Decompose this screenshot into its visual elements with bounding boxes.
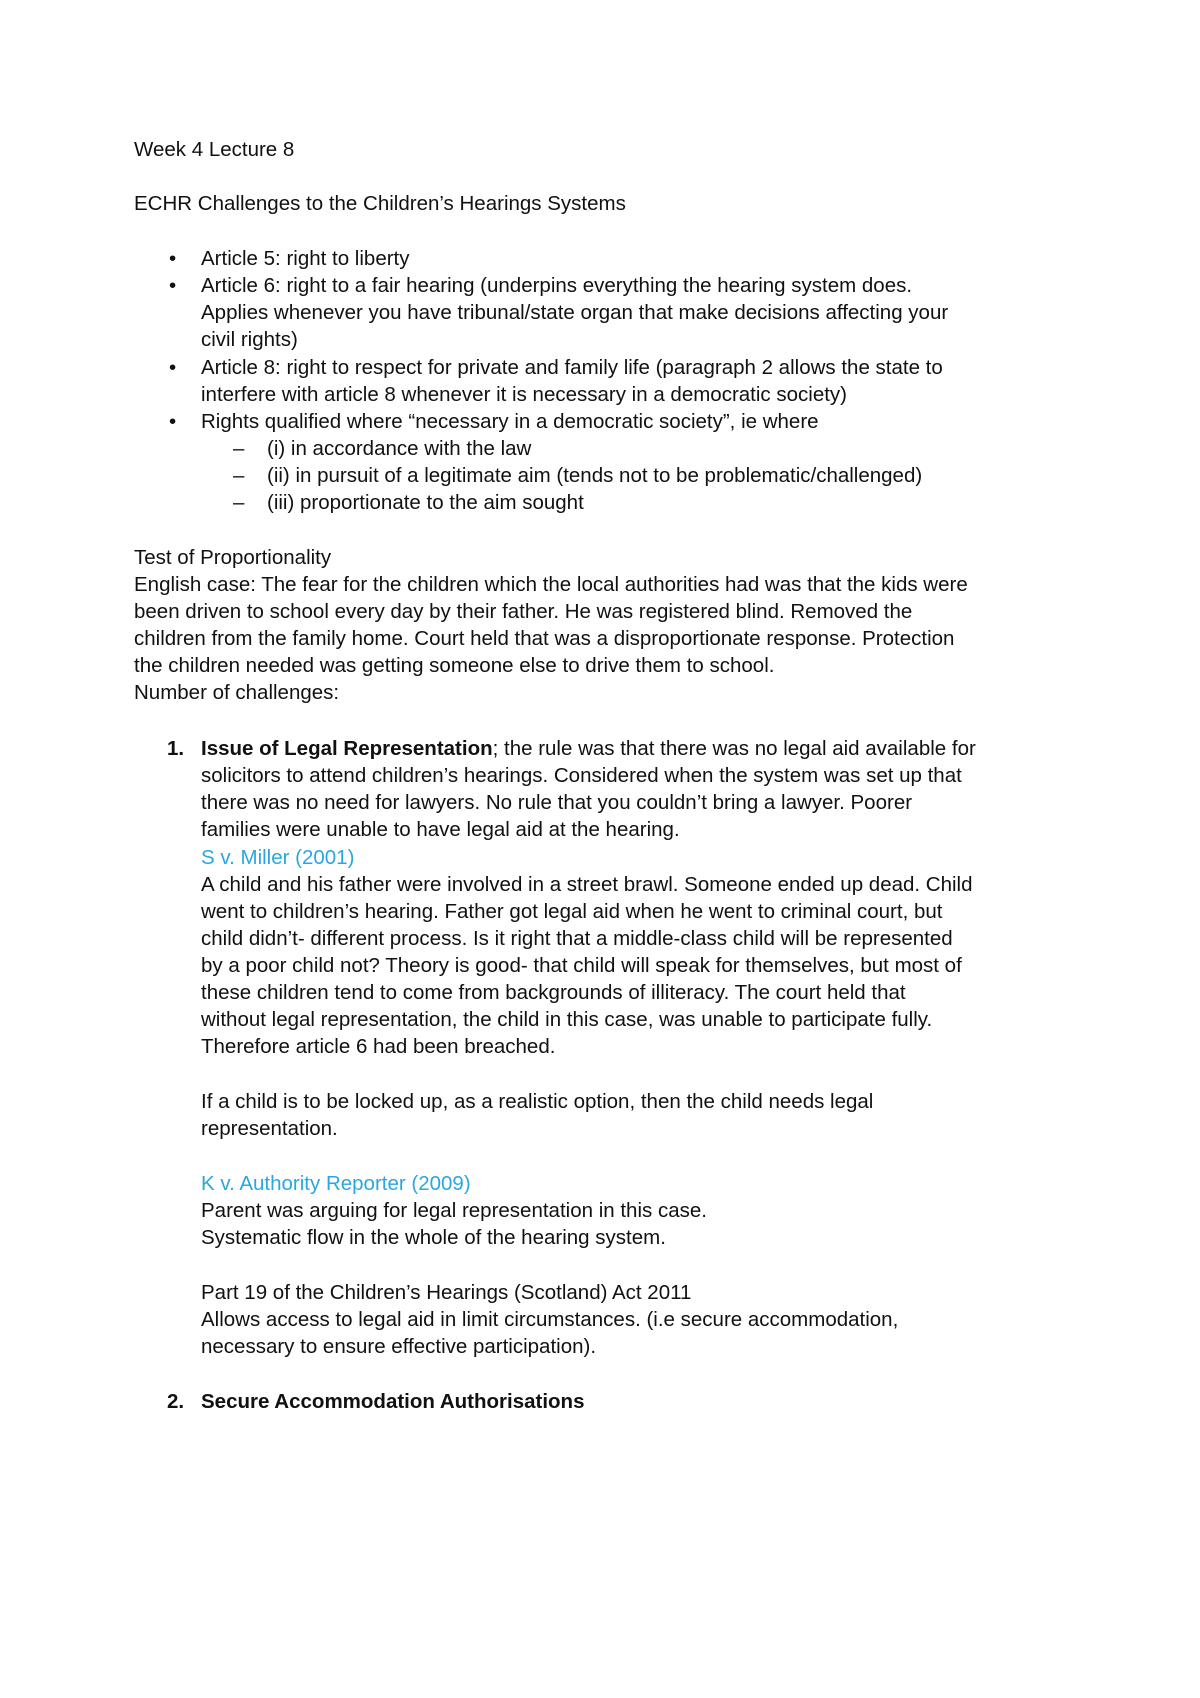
paragraph-line: without legal representation, the child in this case, was unable to participate fully. — [201, 1008, 933, 1031]
paragraph-line: If a child is to be locked up, as a realistic option, then the child needs legal — [201, 1090, 874, 1113]
paragraph-line: these children tend to come from backgrounds of illiteracy. The court held that — [201, 981, 906, 1004]
paragraph-line: families were unable to have legal aid at the hearing. — [201, 818, 680, 841]
paragraph-line: solicitors to attend children’s hearings. Considered when the system was set up that — [201, 764, 962, 787]
paragraph-line: by a poor child not? Theory is good- that child will speak for themselves, but most of — [201, 954, 962, 977]
bullet-marker: • — [169, 247, 177, 270]
subbullet-line: (i) in accordance with the law — [267, 437, 532, 460]
item-title: Issue of Legal Representation — [201, 737, 493, 760]
doc-heading: ECHR Challenges to the Children’s Hearings Systems — [134, 192, 626, 215]
paragraph-line: Part 19 of the Children’s Hearings (Scotland) Act 2011 — [201, 1281, 692, 1304]
paragraph-line: A child and his father were involved in a street brawl. Someone ended up dead. Child — [201, 873, 973, 896]
subbullet-marker: – — [233, 437, 245, 460]
bullet-line: Article 5: right to liberty — [201, 247, 410, 270]
paragraph-line: Allows access to legal aid in limit circumstances. (i.e secure accommodation, — [201, 1308, 899, 1331]
item-title-rest: ; the rule was that there was no legal aid available for — [492, 737, 976, 760]
bullet-line: interfere with article 8 whenever it is necessary in a democratic society) — [201, 383, 848, 406]
subbullet-line: (iii) proportionate to the aim sought — [267, 491, 584, 514]
subbullet-line: (ii) in pursuit of a legitimate aim (tends not to be problematic/challenged) — [267, 464, 923, 487]
bullet-marker: • — [169, 410, 177, 433]
case-citation: K v. Authority Reporter (2009) — [201, 1172, 471, 1195]
paragraph-line: child didn’t- different process. Is it right that a middle-class child will be represented — [201, 927, 953, 950]
bullet-line: Rights qualified where “necessary in a democratic society”, ie where — [201, 410, 819, 433]
bullet-line: civil rights) — [201, 328, 298, 351]
item-first-line — [201, 734, 976, 764]
paragraph-line: Therefore article 6 had been breached. — [201, 1035, 556, 1058]
list-number: 2. — [167, 1390, 185, 1413]
paragraph-line: there was no need for lawyers. No rule that you couldn’t bring a lawyer. Poorer — [201, 791, 913, 814]
paragraph-line: Parent was arguing for legal representation in this case. — [201, 1199, 707, 1222]
doc-title: Week 4 Lecture 8 — [134, 138, 295, 161]
case-citation: S v. Miller (2001) — [201, 846, 355, 869]
paragraph-line: the children needed was getting someone else to drive them to school. — [134, 654, 775, 677]
paragraph-line: went to children’s hearing. Father got legal aid when he went to criminal court, but — [201, 900, 943, 923]
challenges-label: Number of challenges: — [134, 681, 340, 704]
subbullet-marker: – — [233, 491, 245, 514]
paragraph-line: representation. — [201, 1117, 338, 1140]
list-number: 1. — [167, 737, 185, 760]
bullet-line: Article 6: right to a fair hearing (underpins everything the hearing system does. — [201, 274, 913, 297]
paragraph-line: been driven to school every day by their father. He was registered blind. Removed the — [134, 600, 913, 623]
bullet-line: Applies whenever you have tribunal/state organ that make decisions affecting your — [201, 301, 949, 324]
bullet-line: Article 8: right to respect for private and family life (paragraph 2 allows the state to — [201, 356, 943, 379]
bullet-marker: • — [169, 356, 177, 379]
paragraph-line: children from the family home. Court held that was a disproportionate response. Protection — [134, 627, 955, 650]
paragraph-line: necessary to ensure effective participation). — [201, 1335, 597, 1358]
bullet-marker: • — [169, 274, 177, 297]
section-heading: Test of Proportionality — [134, 546, 332, 569]
subbullet-marker: – — [233, 464, 245, 487]
item-title: Secure Accommodation Authorisations — [201, 1390, 585, 1413]
paragraph-line: Systematic flow in the whole of the hearing system. — [201, 1226, 666, 1249]
paragraph-line: English case: The fear for the children which the local authorities had was that the kids were — [134, 573, 968, 596]
